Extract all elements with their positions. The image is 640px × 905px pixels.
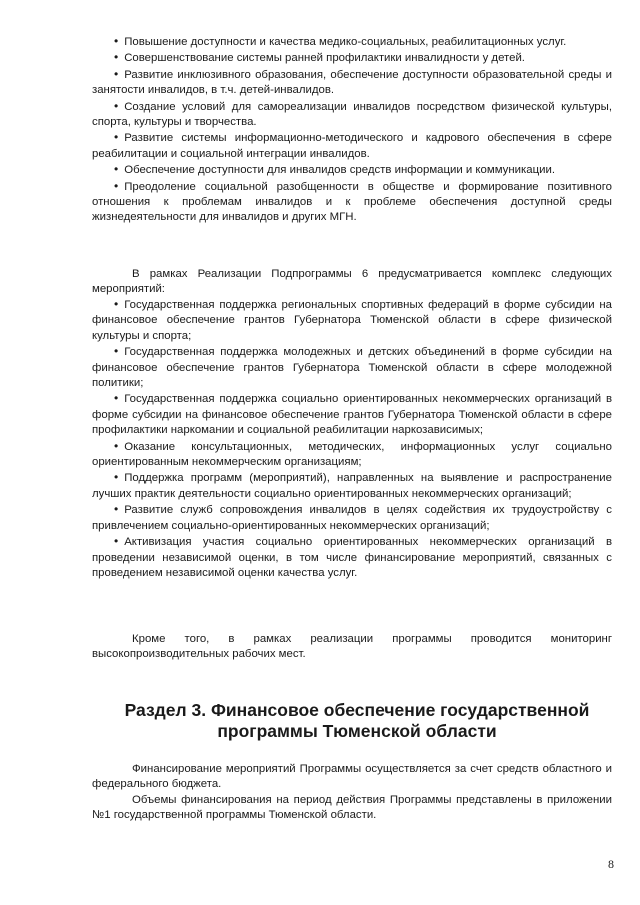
- bullet-icon: •: [114, 344, 119, 359]
- bullet-icon: •: [114, 130, 119, 145]
- list-item: • Развитие системы информационно-методического и кадрового обеспечения в сфере реабилитации и социальной интеграции инвалидов.: [92, 130, 612, 160]
- finance-paragraph-2: Объемы финансирования на период действия Программы представлены в приложении №1 государственной программы Тюменской области.: [92, 794, 612, 822]
- bullet-icon: •: [114, 162, 119, 177]
- bullet-icon: •: [114, 34, 119, 48]
- finance-paragraph-1: Финансирование мероприятий Программы осуществляется за счет средств областного и федерального бюджета.: [92, 763, 612, 791]
- bullet-icon: •: [114, 66, 119, 81]
- list-item: • Совершенствование системы ранней профилактики инвалидности у детей.: [114, 50, 525, 65]
- page-number: 8: [608, 857, 614, 871]
- list-item: • Повышение доступности и качества медико-социальных, реабилитационных услуг.: [114, 34, 567, 48]
- bullet-icon: •: [114, 98, 119, 113]
- list-item: • Развитие инклюзивного образования, обеспечение доступности образовательной среды и занятости инвалидов, в т.ч. детей-инвалидов.: [92, 66, 612, 97]
- list-item: • Преодоление социальной разобщенности в обществе и формирование позитивного отношения к проблемам инвалидов и к проблеме обеспечения доступной среды жизнедеятельности для инвалидов и других МГН.: [92, 178, 612, 224]
- bullet-list-measures: [92, 297, 612, 581]
- bullet-icon: •: [114, 297, 119, 311]
- bullet-icon: •: [114, 391, 119, 406]
- list-item: • Государственная поддержка молодежных и детских объединений в форме субсидии на финансовое обеспечение грантов Губернатора Тюменской области в сфере молодежной политики;: [92, 344, 612, 390]
- list-item: • Оказание консультационных, методических, информационных услуг социально ориентированным некоммерческим организациям;: [92, 438, 612, 469]
- bullet-icon: •: [114, 178, 119, 193]
- bullet-icon: •: [114, 438, 119, 453]
- list-item: • Государственная поддержка социально ориентированных некоммерческих организаций в форме субсидии на финансовое обеспечение грантов Губернатора Тюменской области в сфере профилактики наркомании и социальной реабилитации наркозависимых;: [92, 391, 612, 437]
- list-item: • Обеспечение доступности для инвалидов средств информации и коммуникации.: [114, 162, 555, 177]
- list-item: • Поддержка программ (мероприятий), направленных на выявление и распространение лучших практик деятельности социально ориентированных некоммерческих организаций;: [92, 470, 612, 500]
- bullet-icon: •: [114, 502, 119, 517]
- monitoring-paragraph: Кроме того, в рамках реализации программы проводится мониторинг высокопроизводительных рабочих мест.: [92, 633, 612, 661]
- list-item: • Создание условий для самореализации инвалидов посредством физической культуры, спорта, культуры и творчества.: [92, 98, 612, 129]
- section-heading: Раздел 3. Финансовое обеспечение государственной программы Тюменской области: [124, 700, 590, 741]
- bullet-icon: •: [114, 50, 119, 65]
- bullet-icon: •: [114, 534, 119, 549]
- list-item: • Развитие служб сопровождения инвалидов в целях содействия их трудоустройству с привлечением социально-ориентированных некоммерческих организаций;: [92, 502, 612, 532]
- list-item: • Активизация участия социально ориентированных некоммерческих организаций в проведении независимой оценки, в том числе финансирование мероприятий, связанных с проведением независимой оценки качества услуг.: [92, 534, 612, 579]
- bullet-icon: •: [114, 470, 119, 485]
- intro-paragraph: В рамках Реализации Подпрограммы 6 предусматривается комплекс следующих мероприятий:: [92, 268, 612, 296]
- bullet-list-goals: [92, 34, 612, 226]
- list-item: • Государственная поддержка региональных спортивных федераций в форме субсидии на финансовое обеспечение грантов Губернатора Тюменской области в сфере физической культуры и спорта;: [92, 297, 612, 342]
